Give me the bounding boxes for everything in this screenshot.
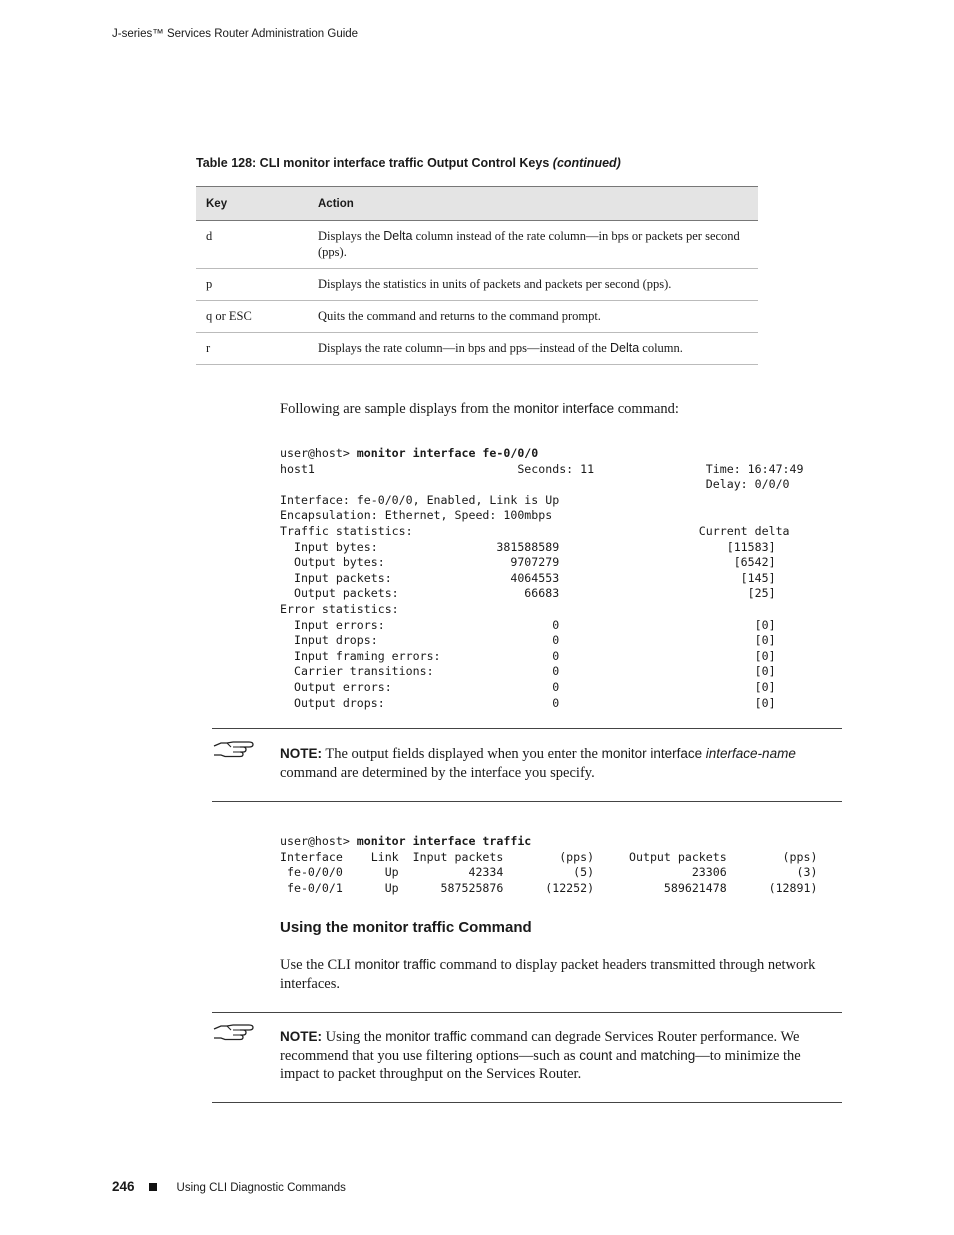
note-text: command are determined by the interface you specify. [280, 764, 595, 781]
cli-command: monitor interface fe-0/0/0 [356, 446, 539, 460]
action-cell [308, 269, 758, 301]
note-callout [280, 1028, 842, 1084]
action-text: Displays the statistics in units of packets and packets per second (pps). [318, 277, 672, 291]
page-number: 246 [112, 1179, 135, 1194]
section-paragraph [280, 956, 845, 993]
running-header: J-series™ Services Router Administration Guide [112, 28, 359, 40]
page-footer [112, 1179, 346, 1194]
command-term: Delta [383, 229, 413, 243]
intro-paragraph [280, 400, 679, 419]
command-argument: interface-name [705, 746, 796, 761]
section-text: Use the CLI [280, 957, 355, 973]
note-text: command can degrade Services Router performance. We recommend that you use filtering options—such as [280, 1029, 800, 1064]
key-cell: r [196, 333, 308, 365]
note-text: and [612, 1047, 641, 1064]
key-cell: p [196, 269, 308, 301]
square-bullet-icon [149, 1183, 157, 1191]
note-text: The output fields displayed when you enter the [322, 746, 602, 762]
key-cell: d [196, 221, 308, 269]
note-text: Using the [322, 1029, 386, 1045]
command-option: matching [640, 1047, 696, 1063]
cli-output: Interface Link Input packets (pps) Output packets (pps) fe-0/0/0 Up 42334 (5) 23306 (3) fe-0/0/1 Up 587525876 (12252) 589621478 (12891) [280, 849, 818, 895]
cli-output: host1 Seconds: 11 Time: 16:47:49 Delay: 0/0/0 Interface: fe-0/0/0, Enabled, Link is Up Encapsulation: Ethernet, Speed: 100mbps Traffic statistics: Current delta Input bytes: 381588589 [11583] Output bytes: 9707279 [6542] Input packets: 4064553 [145] Output packets: 66683 [25] Error statistics: Input errors: 0 [0] Input drops: 0 [0] Input framing errors: 0 [0] Carrier transitions: 0 [0] Output errors: 0 [0] Output drops: 0 [0] [280, 461, 804, 710]
table-row [196, 333, 758, 365]
table-caption-title: Table 128: CLI monitor interface traffic Output Control Keys [196, 156, 550, 170]
action-text: Displays the rate column—in bps and pps—instead of the [318, 341, 610, 355]
note-callout [280, 745, 842, 782]
note-label: NOTE: [280, 1029, 322, 1044]
table-caption [196, 156, 621, 170]
command-option: count [579, 1047, 613, 1063]
action-text: column instead of the rate column—in bps or packets per second (pps). [318, 229, 740, 259]
footer-section-title: Using CLI Diagnostic Commands [176, 1182, 346, 1194]
action-cell [308, 333, 758, 365]
action-text: Displays the [318, 229, 384, 243]
pointing-hand-icon [213, 1023, 255, 1043]
command-term: monitor interface [601, 746, 703, 761]
command-term: monitor traffic [385, 1029, 467, 1044]
action-text: Quits the command and returns to the command prompt. [318, 309, 601, 323]
section-heading: Using the monitor traffic Command [280, 919, 532, 936]
note-text: —to minimize the impact to packet throughput on the Services Router. [280, 1047, 801, 1082]
note-top-rule [212, 728, 842, 729]
table-caption-continued: (continued) [552, 156, 621, 170]
key-cell: q or ESC [196, 301, 308, 333]
command-term: Delta [609, 341, 640, 355]
pointing-hand-icon [213, 740, 255, 760]
cli-command: monitor interface traffic [356, 834, 532, 848]
intro-text: command: [614, 401, 679, 417]
command-term: monitor interface [513, 401, 615, 416]
code-sample-interface [280, 446, 804, 711]
column-header-action: Action [308, 187, 758, 221]
command-term: monitor traffic [354, 957, 437, 972]
note-label: NOTE: [280, 746, 322, 761]
control-keys-table [196, 186, 758, 365]
section-text: command to display packet headers transmitted through network interfaces. [280, 957, 816, 992]
note-top-rule [212, 1012, 842, 1013]
column-header-key: Key [196, 187, 308, 221]
action-text: column. [639, 341, 683, 355]
note-bottom-rule [212, 1102, 842, 1103]
cli-prompt: user@host> [280, 834, 357, 848]
table-row [196, 301, 758, 333]
table-header-row [196, 187, 758, 221]
cli-prompt: user@host> [280, 446, 357, 460]
code-sample-traffic [280, 834, 817, 896]
action-cell [308, 301, 758, 333]
table-row [196, 221, 758, 269]
intro-text: Following are sample displays from the [280, 401, 514, 417]
note-bottom-rule [212, 801, 842, 802]
table-row [196, 269, 758, 301]
action-cell [308, 221, 758, 269]
